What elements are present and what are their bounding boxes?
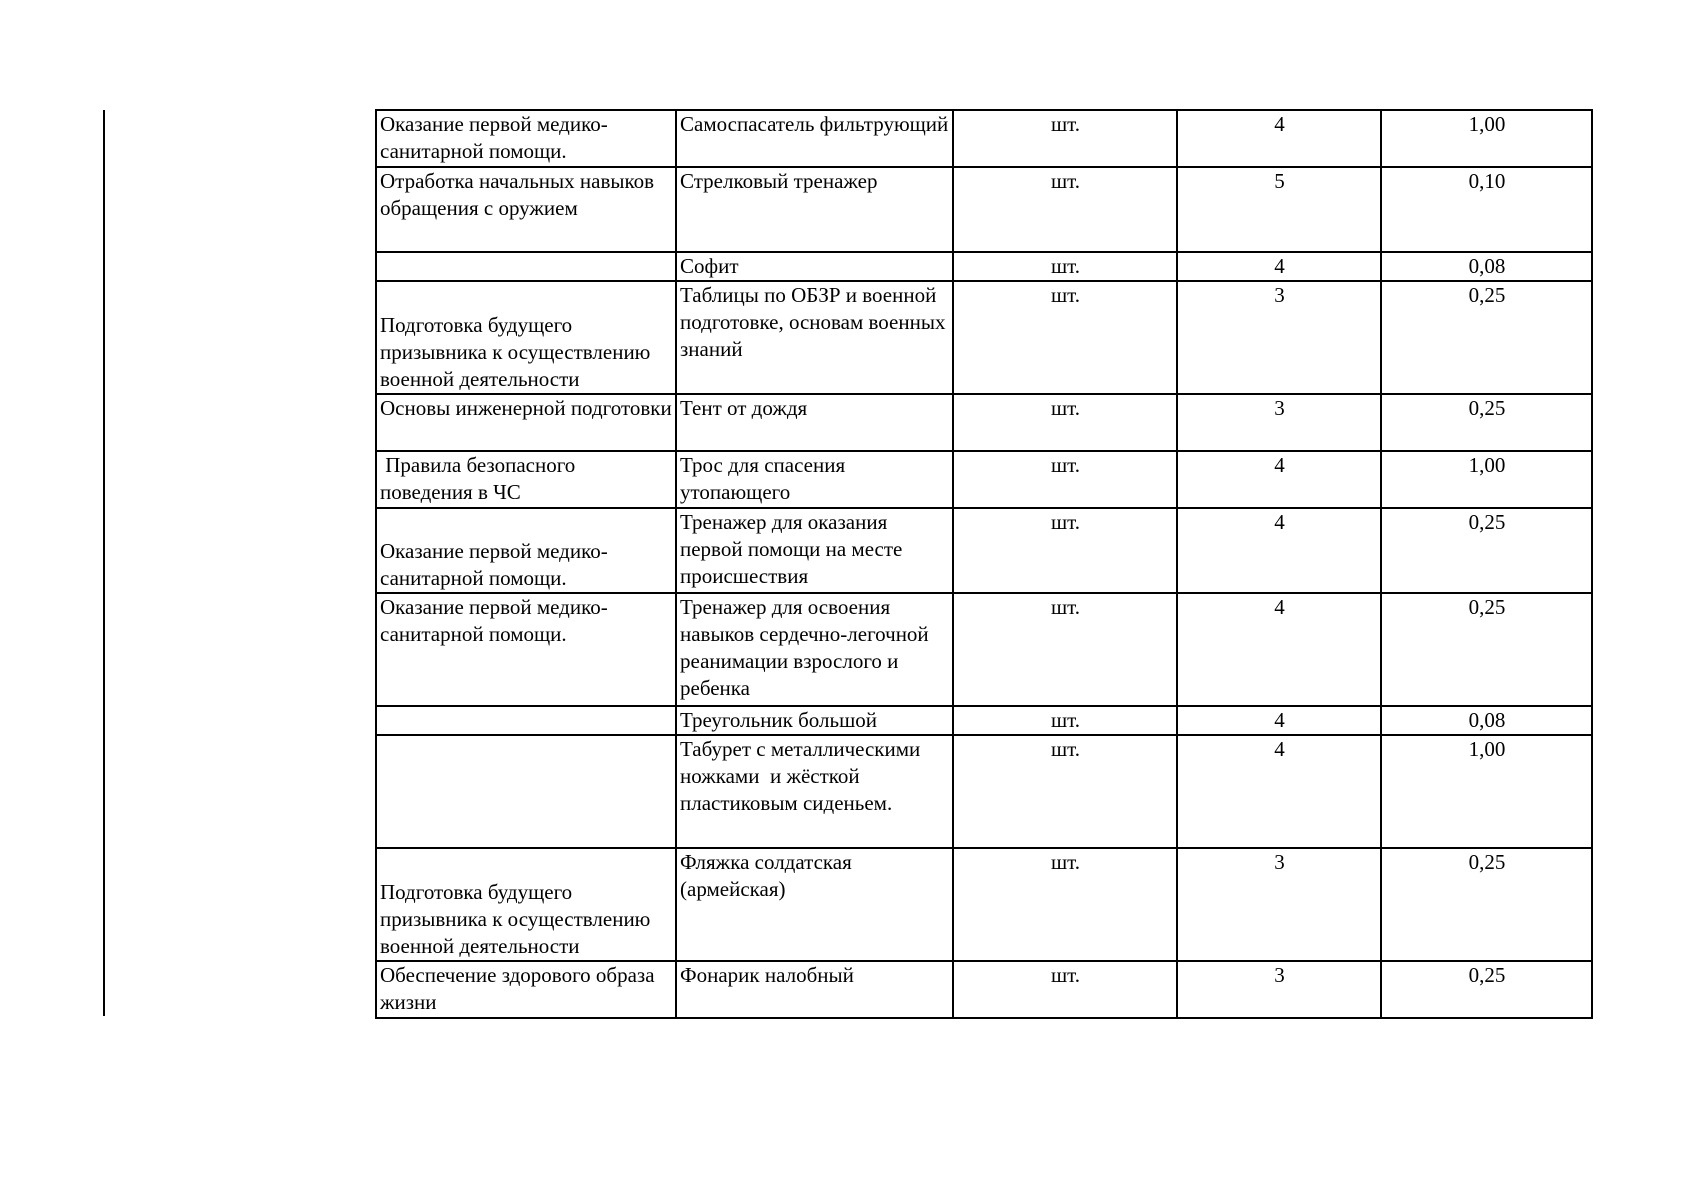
table-row — [376, 167, 1592, 252]
item-cell: Треугольник большой — [676, 706, 953, 735]
ratio-cell: 0,25 — [1381, 848, 1592, 961]
unit-cell: шт. — [953, 252, 1177, 281]
item-cell: Стрелковый тренажер — [676, 167, 953, 252]
quantity-cell: 4 — [1177, 110, 1381, 167]
quantity-cell: 3 — [1177, 281, 1381, 394]
unit-cell: шт. — [953, 508, 1177, 593]
unit-cell: шт. — [953, 110, 1177, 167]
table-row — [376, 593, 1592, 706]
ratio-cell: 1,00 — [1381, 110, 1592, 167]
ratio-cell: 0,25 — [1381, 593, 1592, 706]
quantity-cell: 3 — [1177, 848, 1381, 961]
item-cell: Софит — [676, 252, 953, 281]
topic-cell: Оказание первой медико-санитарной помощи. — [376, 508, 676, 593]
item-cell: Трос для спасения утопающего — [676, 451, 953, 508]
topic-cell — [376, 252, 676, 281]
unit-cell: шт. — [953, 394, 1177, 451]
quantity-cell: 4 — [1177, 451, 1381, 508]
unit-cell: шт. — [953, 735, 1177, 848]
unit-cell: шт. — [953, 961, 1177, 1018]
unit-cell: шт. — [953, 451, 1177, 508]
ratio-cell: 0,08 — [1381, 706, 1592, 735]
table-row — [376, 961, 1592, 1018]
table-row — [376, 281, 1592, 394]
item-cell: Тренажер для освоения навыков сердечно-легочной реанимации взрослого и ребенка — [676, 593, 953, 706]
page-margin-rule — [103, 110, 105, 1016]
item-cell: Тент от дождя — [676, 394, 953, 451]
table-row — [376, 110, 1592, 167]
ratio-cell: 0,08 — [1381, 252, 1592, 281]
unit-cell: шт. — [953, 706, 1177, 735]
quantity-cell: 3 — [1177, 394, 1381, 451]
topic-cell: Основы инженерной подготовки — [376, 394, 676, 451]
topic-cell: Оказание первой медико-санитарной помощи. — [376, 593, 676, 706]
table-row — [376, 451, 1592, 508]
ratio-cell: 0,25 — [1381, 394, 1592, 451]
quantity-cell: 4 — [1177, 706, 1381, 735]
quantity-cell: 4 — [1177, 508, 1381, 593]
unit-cell: шт. — [953, 167, 1177, 252]
item-cell: Фонарик налобный — [676, 961, 953, 1018]
item-cell: Таблицы по ОБЗР и военной подготовке, основам военных знаний — [676, 281, 953, 394]
item-cell: Тренажер для оказания первой помощи на месте происшествия — [676, 508, 953, 593]
topic-cell: Подготовка будущего призывника к осуществлению военной деятельности — [376, 848, 676, 961]
ratio-cell: 1,00 — [1381, 735, 1592, 848]
ratio-cell: 0,25 — [1381, 508, 1592, 593]
quantity-cell: 5 — [1177, 167, 1381, 252]
unit-cell: шт. — [953, 281, 1177, 394]
topic-cell: Оказание первой медико-санитарной помощи. — [376, 110, 676, 167]
topic-cell: Правила безопасного поведения в ЧС — [376, 451, 676, 508]
unit-cell: шт. — [953, 848, 1177, 961]
topic-cell: Обеспечение здорового образа жизни — [376, 961, 676, 1018]
item-cell: Табурет с металлическими ножками и жёсткой пластиковым сиденьем. — [676, 735, 953, 848]
topic-cell — [376, 735, 676, 848]
table-row — [376, 735, 1592, 848]
quantity-cell: 4 — [1177, 593, 1381, 706]
quantity-cell: 3 — [1177, 961, 1381, 1018]
ratio-cell: 0,25 — [1381, 281, 1592, 394]
ratio-cell: 0,10 — [1381, 167, 1592, 252]
table-row — [376, 252, 1592, 281]
table-row — [376, 394, 1592, 451]
quantity-cell: 4 — [1177, 252, 1381, 281]
quantity-cell: 4 — [1177, 735, 1381, 848]
topic-cell — [376, 706, 676, 735]
ratio-cell: 0,25 — [1381, 961, 1592, 1018]
equipment-table — [375, 109, 1593, 1019]
table-row — [376, 706, 1592, 735]
table-row — [376, 848, 1592, 961]
topic-cell: Отработка начальных навыков обращения с оружием — [376, 167, 676, 252]
topic-cell: Подготовка будущего призывника к осуществлению военной деятельности — [376, 281, 676, 394]
table-row — [376, 508, 1592, 593]
item-cell: Самоспасатель фильтрующий — [676, 110, 953, 167]
unit-cell: шт. — [953, 593, 1177, 706]
ratio-cell: 1,00 — [1381, 451, 1592, 508]
item-cell: Фляжка солдатская (армейская) — [676, 848, 953, 961]
